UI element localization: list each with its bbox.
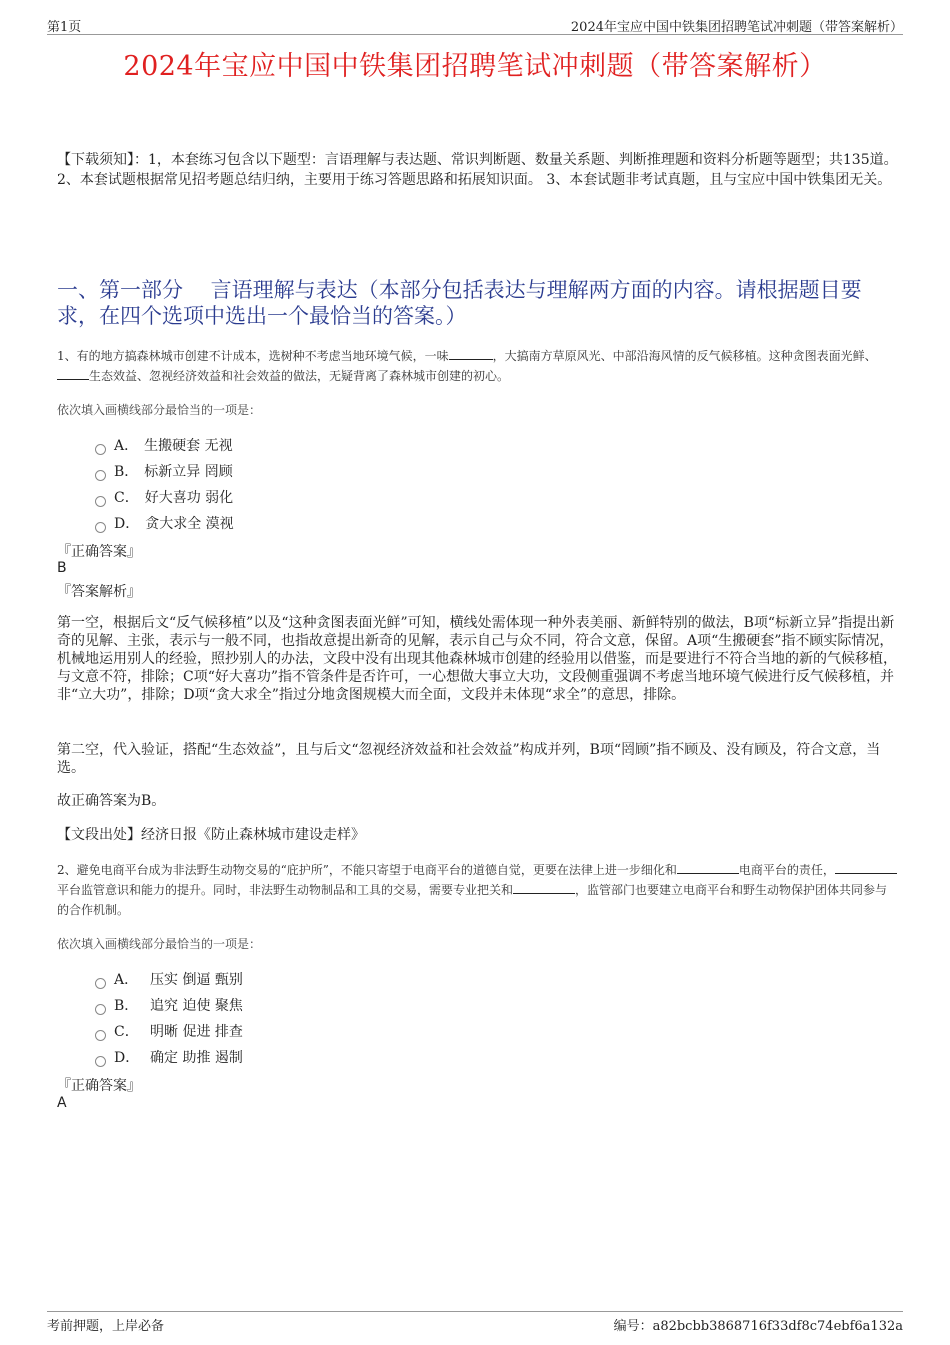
option-b[interactable] [95,993,243,1019]
question-2-prompt: 依次填入画横线部分最恰当的一项是： [57,937,262,951]
answer-label: 『正确答案』 [57,1078,141,1094]
download-notice: 【下载须知】：1，本套练习包含以下题型：言语理解与表达题、常识判断题、数量关系题、判断推理题和资料分析题等题型；共135道。 2、本套试题根据常见招考题总结归纳，主要用于练习答题思路和拓展知识面。 3、本套试题非考试真题，且与宝应中国中铁集团无关。 [57,152,898,188]
radio-icon[interactable] [95,1030,106,1041]
radio-icon[interactable] [95,1056,106,1067]
radio-icon[interactable] [95,496,106,507]
q1-text-part: 生态效益、忽视经济效益和社会效益的做法，无疑背离了森林城市创建的初心。 [89,369,510,383]
footer-document-id: 编号：a82bcbb3868716f33df8c74ebf6a132a [613,1319,903,1334]
option-letter: D． [114,516,140,532]
option-text: 确定 助推 遏制 [150,1050,243,1066]
option-text: 贪大求全 漠视 [145,516,234,532]
option-a[interactable] [95,433,234,459]
section-heading: 一、第一部分 言语理解与表达（本部分包括表达与理解两方面的内容。请根据题目要求，在四个选项中选出一个最恰当的答案。） [57,278,862,328]
option-letter: C． [114,490,139,506]
option-letter: B． [114,464,139,480]
header-doc-name: 2024年宝应中国中铁集团招聘笔试冲刺题（带答案解析） [570,20,903,35]
fill-blank [449,347,493,360]
q1-text-part: 1、有的地方搞森林城市创建不计成本，选树种不考虑当地环境气候，一味 [57,349,449,363]
option-letter: D． [114,1050,140,1066]
q1-text-part: ，大搞南方草原风光、中部沿海风情的反气候移植。这种贪图表面光鲜、 [492,349,877,363]
question-2-text [57,860,897,920]
question-1-text [57,346,897,386]
option-c[interactable] [95,1019,243,1045]
analysis-label: 『答案解析』 [57,584,141,600]
source-citation: 【文段出处】经济日报《防止森林城市建设走样》 [57,827,365,843]
conclusion: 故正确答案为B。 [57,793,166,809]
fill-blank [513,881,575,894]
q2-text-part: 电商平台的责任， [738,863,835,877]
option-b[interactable] [95,459,234,485]
fill-blank [677,861,739,874]
radio-icon[interactable] [95,470,106,481]
option-text: 明晰 促进 排查 [150,1024,243,1040]
analysis-paragraph-1: 第一空，根据后文“反气候移植”以及“这种贪图表面光鲜”可知，横线处需体现一种外表美丽、新鲜特别的做法，B项“标新立异”指提出新奇的见解、主张，表示与一般不同，也指故意提出新奇的见解，表示自己与众不同，符合文意，保留。A项“生搬硬套”指不顾实际情况，机械地运用别人的经验，照抄别人的办法，文段中没有出现其他森林城市创建的经验用以借鉴，而是要进行不符合当地的新的气候移植，与文意不符，排除；C项“好大喜功”指不管条件是否许可，一心想做大事立大功，文段侧重强调不考虑当地环境气候进行反气候移植，并非“立大功”，排除；D项“贪大求全”指过分地贪图规模大而全面，文段并未体现“求全”的意思，排除。 [57,615,897,703]
fill-blank [57,367,89,380]
fill-blank [835,861,897,874]
question-1-options [95,433,234,537]
answer-label: 『正确答案』 [57,544,141,560]
q2-text-part: 2、避免电商平台成为非法野生动物交易的“庇护所”，不能只寄望于电商平台的道德自觉，更要在法律上进一步细化和 [57,863,677,877]
footer-slogan: 考前押题，上岸必备 [47,1319,165,1334]
option-letter: B． [114,998,139,1014]
radio-icon[interactable] [95,1004,106,1015]
question-2-options [95,967,243,1071]
radio-icon[interactable] [95,978,106,989]
option-text: 好大喜功 弱化 [144,490,234,506]
option-text: 追究 迫使 聚焦 [150,998,243,1014]
answer-value: A [57,1095,67,1111]
answer-value: B [57,560,67,576]
option-text: 生搬硬套 无视 [144,438,233,454]
option-c[interactable] [95,485,234,511]
radio-icon[interactable] [95,522,106,533]
option-a[interactable] [95,967,243,993]
option-text: 压实 倒逼 甄别 [150,972,243,988]
page-header [47,14,903,35]
option-letter: A． [114,438,139,454]
option-letter: A． [114,972,139,988]
page-footer [47,1311,903,1336]
option-text: 标新立异 罔顾 [144,464,233,480]
document-title: 2024年宝应中国中铁集团招聘笔试冲刺题（带答案解析） [123,51,827,82]
q2-text-part: ，监管部门也要建立电商平台和野生动物保护团体共同参与的合作机制。 [57,883,888,917]
option-d[interactable] [95,511,234,537]
option-d[interactable] [95,1045,243,1071]
q2-text-part: 平台监管意识和能力的提升。同时，非法野生动物制品和工具的交易，需要专业把关和 [57,883,514,897]
analysis-paragraph-2: 第二空，代入验证，搭配“生态效益”，且与后文“忽视经济效益和社会效益”构成并列，B项“罔顾”指不顾及、没有顾及，符合文意，当选。 [57,742,881,776]
page-number: 第1页 [47,20,82,35]
radio-icon[interactable] [95,444,106,455]
question-1-prompt: 依次填入画横线部分最恰当的一项是： [57,403,262,417]
option-letter: C． [114,1024,139,1040]
